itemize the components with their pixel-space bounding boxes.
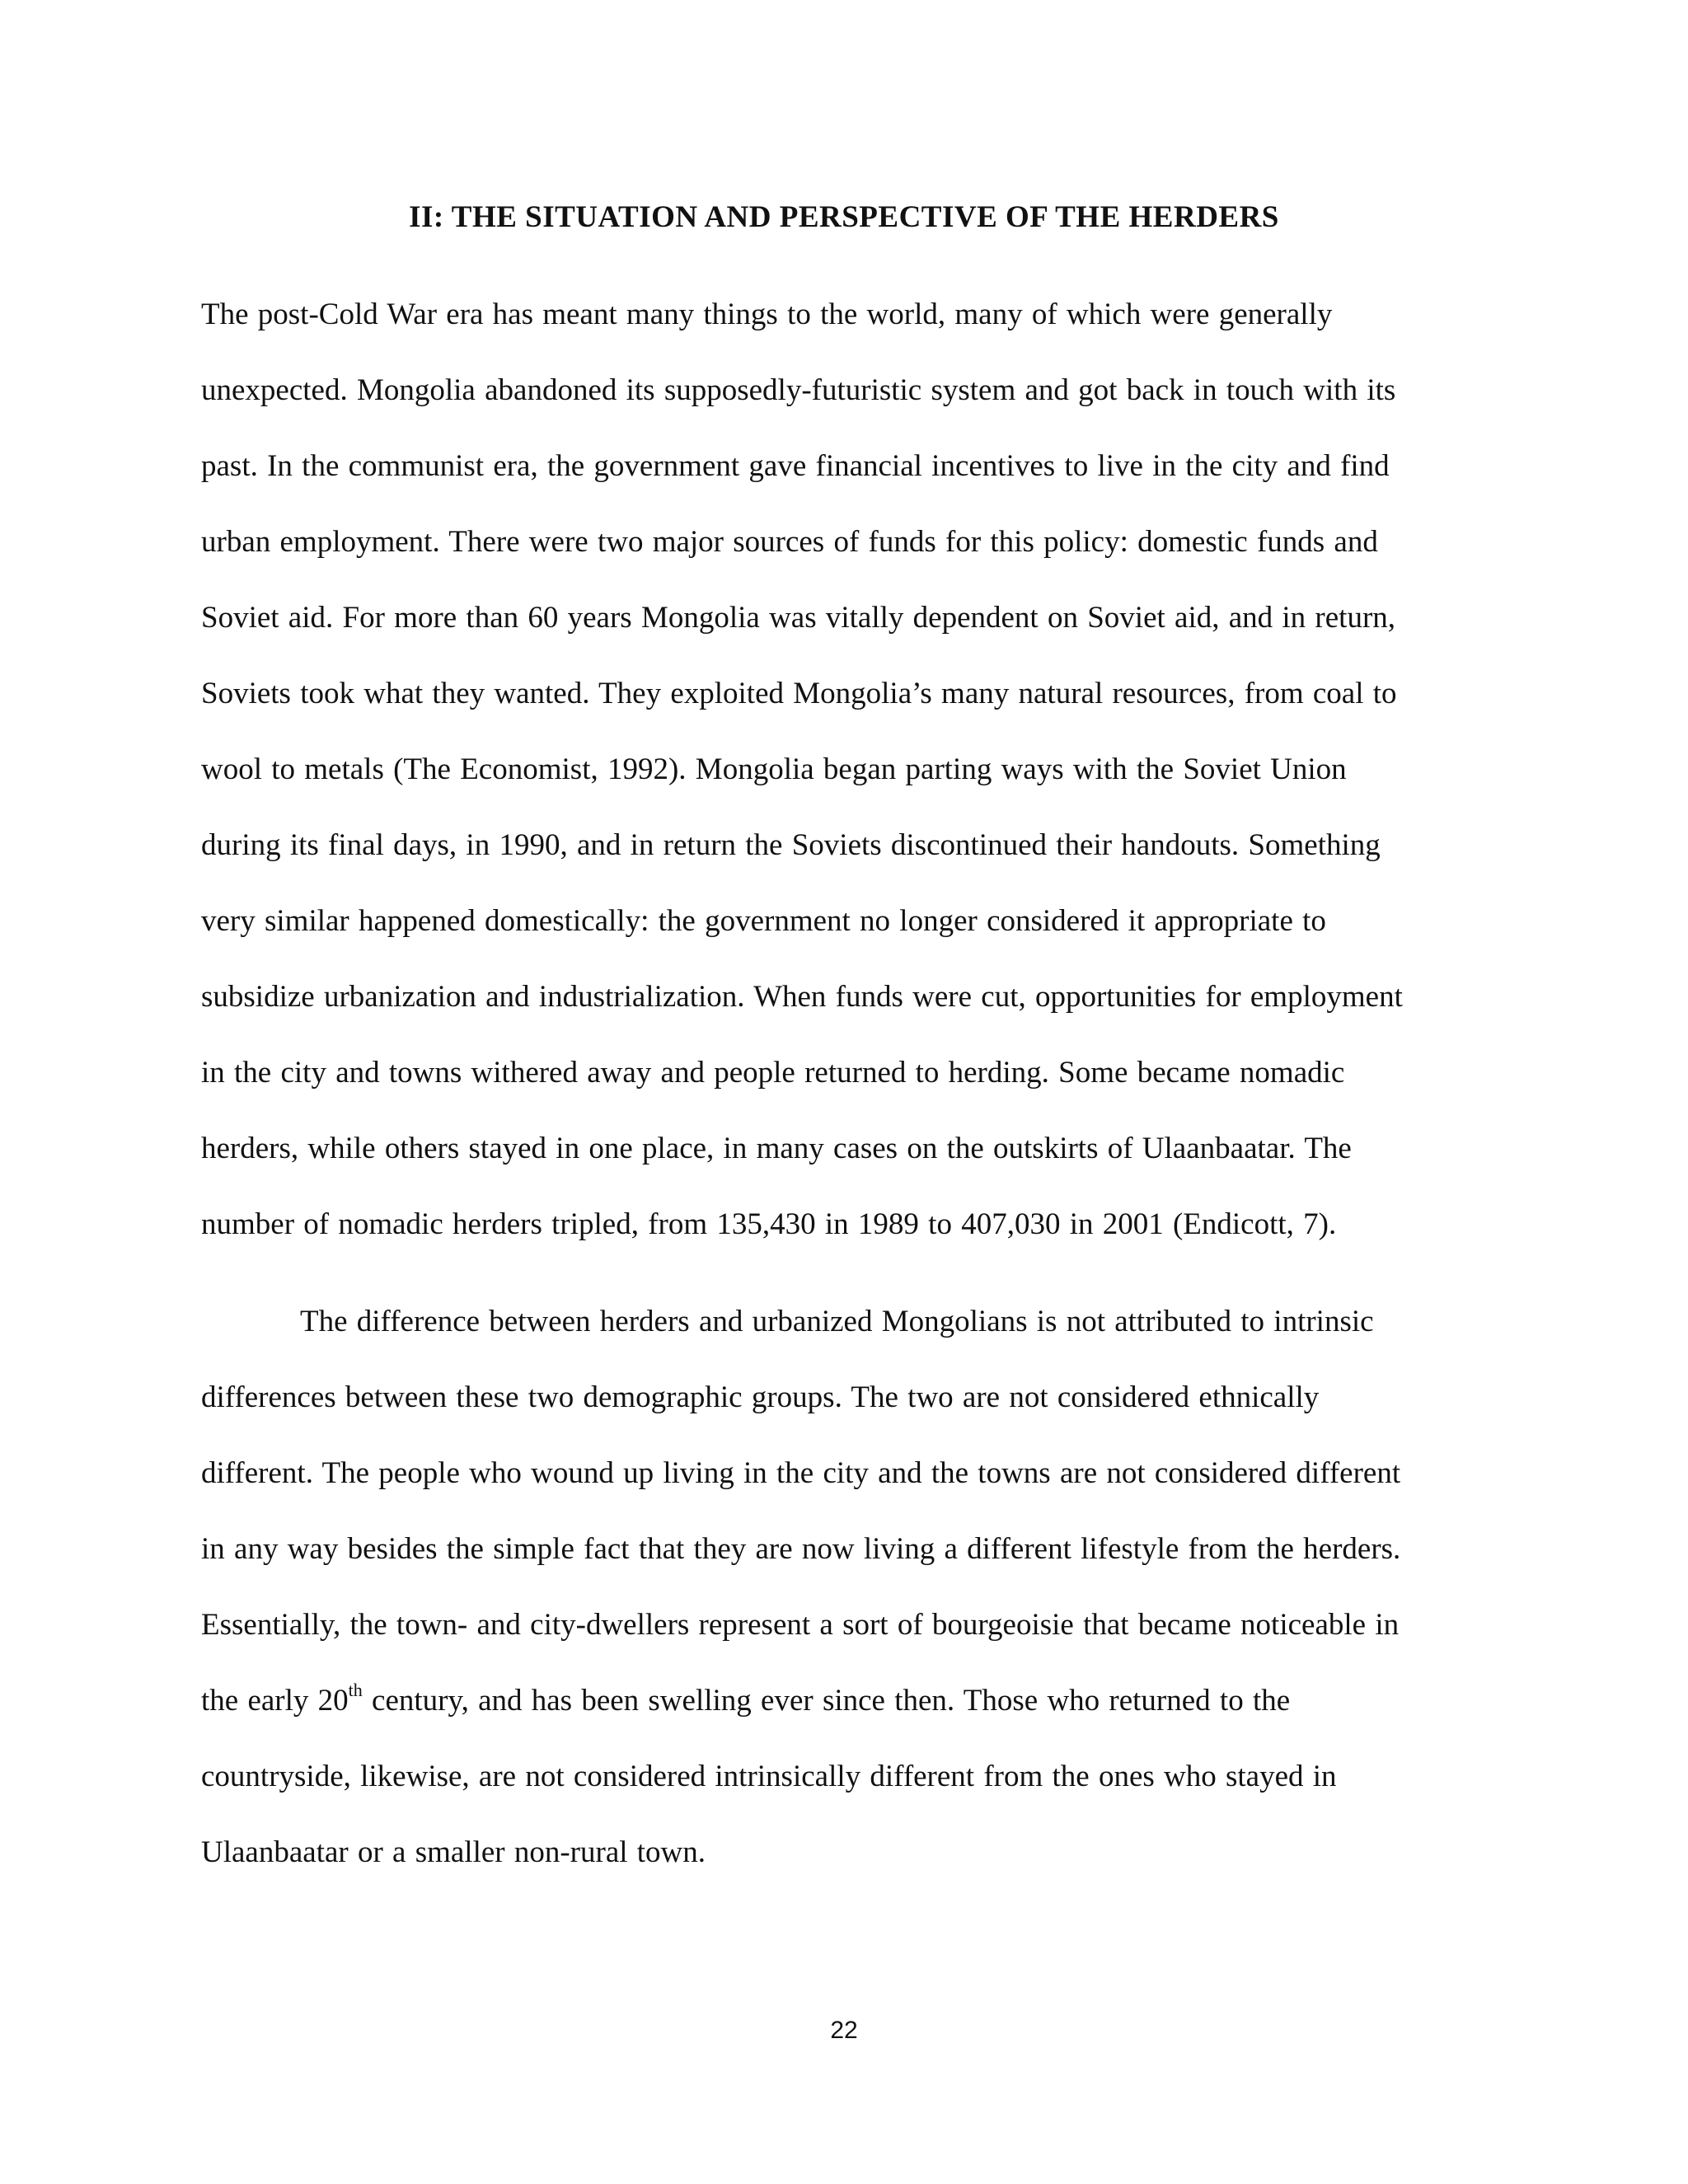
paragraph-line: differences between these two demographic groups. The two are not considered ethnically [201,1380,1320,1414]
paragraph-line: number of nomadic herders tripled, from 135,430 in 1989 to 407,030 in 2001 (Endicott, 7). [201,1207,1337,1241]
paragraph-line: different. The people who wound up living in the city and the towns are not considered different [201,1456,1401,1490]
paragraph-line: very similar happened domestically: the government no longer considered it appropriate to [201,904,1326,938]
ordinal-superscript: th [348,1679,363,1700]
paragraph-line: wool to metals (The Economist, 1992). Mongolia began parting ways with the Soviet Union [201,752,1347,786]
paragraph-line: during its final days, in 1990, and in return the Soviets discontinued their handouts. Something [201,828,1381,862]
paragraph-line: urban employment. There were two major sources of funds for this policy: domestic funds and [201,525,1378,559]
section-heading: II: THE SITUATION AND PERSPECTIVE OF THE HERDERS [409,200,1279,234]
line-text: century, and has been swelling ever since then. Those who returned to the [362,1684,1291,1718]
paragraph-line: countryside, likewise, are not considered intrinsically different from the ones who stayed in [201,1760,1337,1793]
line-text: the early 20 [201,1684,349,1718]
paragraph-line: subsidize urbanization and industrialization. When funds were cut, opportunities for employment [201,980,1403,1014]
paragraph-line: in any way besides the simple fact that they are now living a different lifestyle from the herders. [201,1532,1401,1566]
paragraph-line: in the city and towns withered away and people returned to herding. Some became nomadic [201,1056,1345,1090]
paragraph-line: Soviets took what they wanted. They exploited Mongolia’s many natural resources, from coal to [201,677,1397,710]
paragraph-line: past. In the communist era, the government gave financial incentives to live in the city and find [201,449,1390,483]
paragraph-line: Ulaanbaatar or a smaller non-rural town. [201,1835,706,1869]
paragraph-line: Essentially, the town- and city-dwellers represent a sort of bourgeoisie that became noticeable in [201,1608,1400,1642]
page-number: 22 [830,2017,858,2044]
paragraph-line: The post-Cold War era has meant many things to the world, many of which were generally [201,298,1333,331]
paragraph-line: The difference between herders and urbanized Mongolians is not attributed to intrinsic [300,1305,1374,1338]
paragraph-line: herders, while others stayed in one place, in many cases on the outskirts of Ulaanbaatar. The [201,1132,1352,1165]
paragraph-line: Soviet aid. For more than 60 years Mongolia was vitally dependent on Soviet aid, and in return, [201,601,1396,635]
paragraph-line: unexpected. Mongolia abandoned its supposedly-futuristic system and got back in touch with its [201,373,1396,407]
paragraph-line [201,1680,1290,1722]
